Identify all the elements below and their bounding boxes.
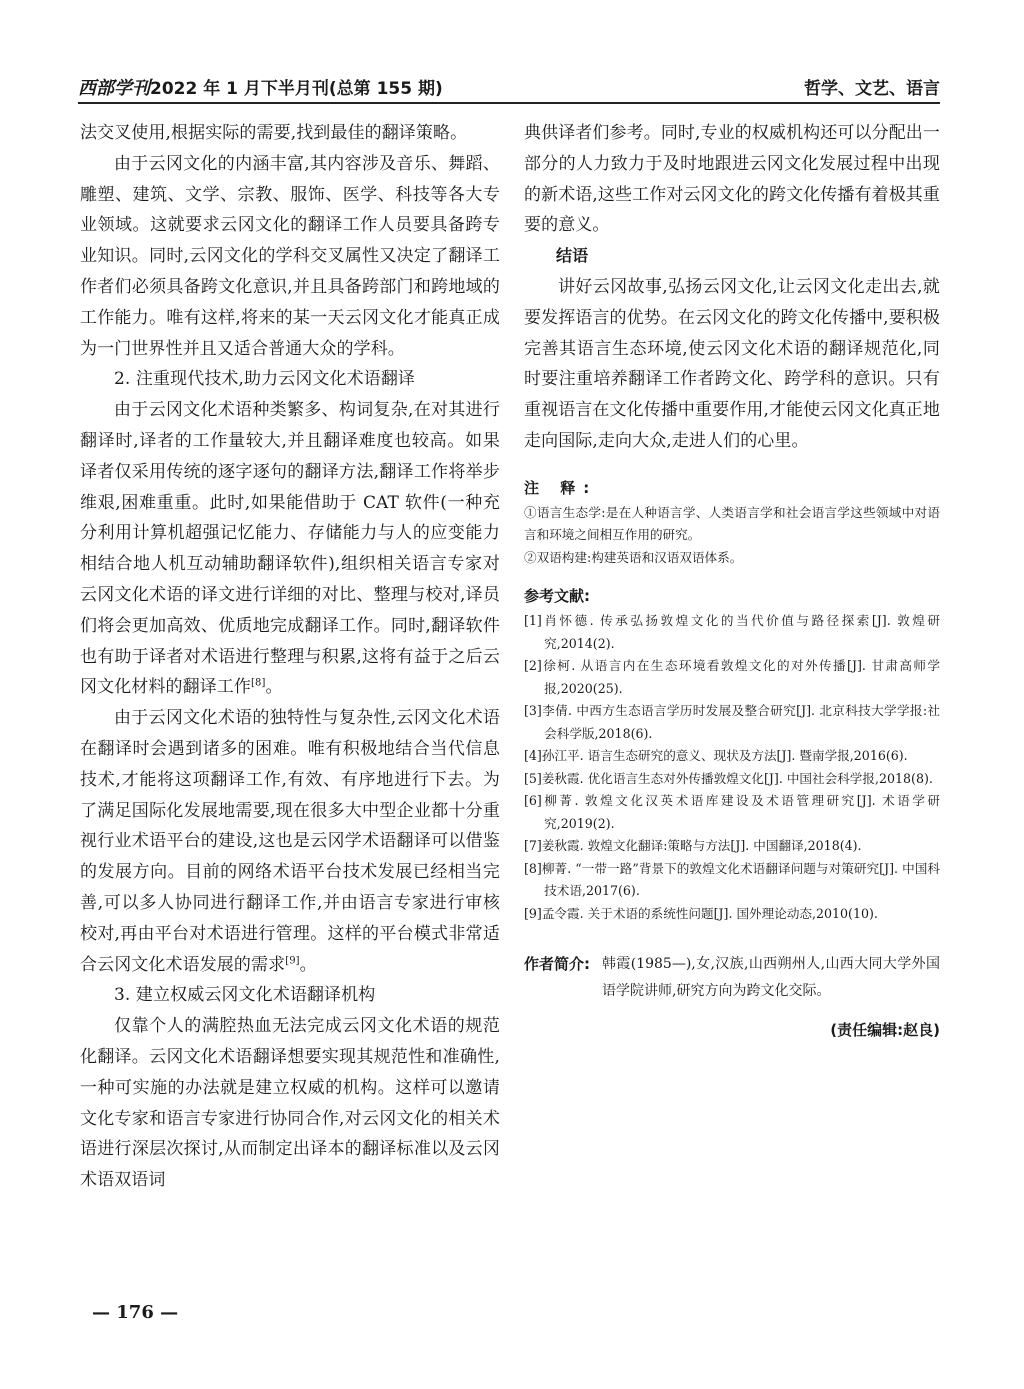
paragraph-text: 由于云冈文化术语的独特性与复杂性,云冈文化术语在翻译时会遇到诸多的困难。唯有积极地结合当代信息技术,才能将这项翻译工作,有效、有序地进行下去。为了满足国际化发展地需要,现在很多大中型企业都十分重视行业术语平台的建设,这也是云冈学术语翻译可以借鉴的发展方向。目前的网络术语平台技术发展已经相当完善,可以多人协同进行翻译工作,并由语言专家进行审核校对,再由平台对术语进行管理。这样的平台模式非常适合云冈文化术语发展的需求: [80, 708, 500, 975]
citation-ref: [8]: [251, 677, 266, 689]
header-journal-info: [78, 74, 443, 100]
right-column: [524, 118, 940, 1040]
reference-item: [4]孙江平. 语言生态研究的意义、现状及方法[J]. 暨南学报,2016(6).: [524, 748, 908, 764]
section-name: 哲学、文艺、语言: [804, 79, 940, 99]
reference-item: [3]李倩. 中西方生态语言学历时发展及整合研究[J]. 北京科技大学学报:社会科学版,2018(6).: [524, 703, 940, 741]
reference-item: [2]徐柯. 从语言内在生态环境看敦煌文化的对外传播[J]. 甘肃高师学报,2020(25).: [524, 658, 940, 696]
paragraph-end: 。: [299, 954, 317, 975]
issue-info: 2022 年 1 月下半月刊(总第 155 期): [150, 79, 443, 99]
references-label: 参考文献:: [524, 587, 590, 606]
paragraph: [80, 703, 500, 980]
references-list: [524, 610, 940, 925]
reference-item: [8]柳菁. “一带一路”背景下的敦煌文化术语翻译问题与对策研究[J]. 中国科技术语,2017(6).: [524, 860, 940, 899]
paragraph-text: 由于云冈文化术语种类繁多、构词复杂,在对其进行翻译时,译者的工作量较大,并且翻译难度也较高。如果译者仅采用传统的逐字逐句的翻译方法,翻译工作将举步维艰,困难重重。此时,如果能借助于 CAT 软件(一种充分利用计算机超强记忆能力、存储能力与人的应变能力相结合地人机互动辅助翻译软件),组织相关语言专家对云冈文化术语的译文进行详细的对比、整理与校对,译员们将会更加高效、优质地完成翻译工作。同时,翻译软件也有助于译者对术语进行整理与积累,这将有益于之后云冈文化材料的翻译工作: [80, 400, 500, 698]
reference-item: [1]肖怀德. 传承弘扬敦煌文化的当代价值与路径探索[J]. 敦煌研究,2014(2).: [524, 613, 940, 651]
citation-ref: [9]: [285, 954, 300, 966]
journal-logo: 西部学刊: [78, 78, 150, 99]
note-item: ①语言生态学:是在人种语言学、人类语言学和社会语言学这些领域中对语言和环境之间相互作用的研究。: [524, 504, 940, 543]
paragraph: 由于云冈文化的内涵丰富,其内容涉及音乐、舞蹈、雕塑、建筑、文学、宗教、服饰、医学、科技等各大专业领域。这就要求云冈文化的翻译工作人员要具备跨专业知识。同时,云冈文化的学科交叉属性又决定了翻译工作者们必须具备跨文化意识,并且具备跨部门和跨地域的工作能力。唯有这样,将来的某一天云冈文化才能真正成为一门世界性并且又适合普通大众的学科。: [80, 153, 500, 359]
reference-item: [5]姜秋霞. 优化语言生态对外传播敦煌文化[J]. 中国社会科学报,2018(8).: [524, 770, 933, 786]
note-item: ②双语构建:构建英语和汉语双语体系。: [524, 549, 743, 565]
author-bio: 韩霞(1985—),女,汉族,山西朔州人,山西大同大学外国语学院讲师,研究方向为跨文化交际。: [602, 956, 940, 1000]
author-bio-block: [524, 951, 940, 1005]
notes-label: 注 释:: [524, 478, 598, 497]
notes-list: [524, 502, 940, 570]
paragraph: [80, 395, 500, 703]
editor-credit: (责任编辑:赵良): [830, 1021, 940, 1040]
page-header: [78, 72, 940, 104]
subsection-heading: 2. 注重现代技术,助力云冈文化术语翻译: [114, 369, 416, 390]
paragraph: 法交叉使用,根据实际的需要,找到最佳的翻译策略。: [80, 123, 468, 143]
paragraph-end: 。: [265, 677, 283, 698]
paragraph: 仅靠个人的满腔热血无法完成云冈文化术语的规范化翻译。云冈文化术语翻译想要实现其规范性和准确性,一种可实施的办法就是建立权威的机构。这样可以邀请文化专家和语言专家进行协同合作,对云冈文化的相关术语进行深层次探讨,从而制定出译本的翻译标准以及云冈术语双语词: [80, 1016, 500, 1191]
reference-item: [7]姜秋霞. 敦煌文化翻译:策略与方法[J]. 中国翻译,2018(4).: [524, 838, 862, 854]
reference-item: [9]孟令霞. 关于术语的系统性问题[J]. 国外理论动态,2010(10).: [524, 905, 878, 921]
subsection-heading: 3. 建立权威云冈文化术语翻译机构: [114, 985, 376, 1006]
left-column: [80, 118, 500, 1196]
conclusion-heading: 结语: [556, 246, 589, 266]
paragraph: 典供译者们参考。同时,专业的权威机构还可以分配出一部分的人力致力于及时地跟进云冈文化发展过程中出现的新术语,这些工作对云冈文化的跨文化传播有着极其重要的意义。: [524, 123, 940, 236]
page-number: — 176 —: [92, 1302, 179, 1323]
reference-item: [6]柳菁. 敦煌文化汉英术语库建设及术语管理研究[J]. 术语学研究,2019(2).: [524, 793, 940, 831]
paragraph: 讲好云冈故事,弘扬云冈文化,让云冈文化走出去,就要发挥语言的优势。在云冈文化的跨文化传播中,要积极完善其语言生态环境,使云冈文化术语的翻译规范化,同时要注重培养翻译工作者跨文化、跨学科的意识。只有重视语言在文化传播中重要作用,才能使云冈文化真正地走向国际,走向大众,走进人们的心里。: [524, 276, 940, 451]
author-label: 作者简介:: [524, 955, 590, 974]
